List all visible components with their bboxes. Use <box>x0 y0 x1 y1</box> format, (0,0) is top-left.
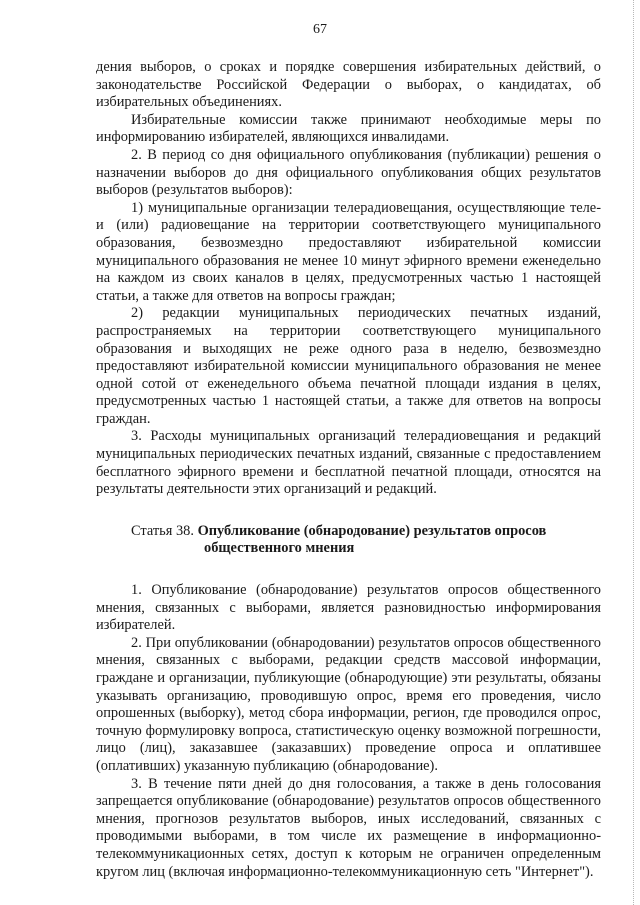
article-38-heading <box>96 523 601 558</box>
page-number: 67 <box>313 22 327 37</box>
paragraph-part2-intro: 2. В период со дня официального опубликования (публикации) решения о назначении выборов до дня официального опубликования общих результатов выборов (результатов выборов): <box>96 146 601 199</box>
paragraph-part2-item1: 1) муниципальные организации телерадиовещания, осуществляющие теле- и (или) радиовещание на территории соответствующего муниципального образования, безвозмездно предоставляют избирательной комиссии муниципального образования не менее 10 минут эфирного времени еженедельно на каждом из своих каналов в целях, предусмотренных частью 1 настоящей статьи, а также для ответов на вопросы граждан; <box>96 199 601 304</box>
paragraph-article38-3: 3. В течение пяти дней до дня голосования, а также в день голосования запрещается опубликование (обнародование) результатов опросов общественного мнения, прогнозов результатов выборов, иных исследований, связанных с проводимыми выборами, в том числе их размещение в информационно-телекоммуникационных сетях, доступ к которым не ограничен определенным кругом лиц (включая информационно-телекоммуникационную сеть "Интернет"). <box>96 775 601 880</box>
article-38-title: Опубликование (обнародование) результатов опросов <box>197 522 547 539</box>
paragraph-article38-2: 2. При опубликовании (обнародовании) результатов опросов общественного мнения, связанных с выборами, редакции средств массовой информации, граждане и организации, публикующие (обнародующие) эти результаты, обязаны указывать организацию, проводившую опрос, время его проведения, число опрошенных (выборку), метод сбора информации, регион, где проводился опрос, точную формулировку вопроса, статистическую оценку возможной погрешности, лицо (лиц), заказавшее (заказавших) проведение опроса и оплатившее (оплативших) указанную публикацию (обнародование). <box>96 634 601 774</box>
scan-edge-line <box>632 0 634 905</box>
paragraph-part3: 3. Расходы муниципальных организаций телерадиовещания и редакций муниципальных периодических печатных изданий, связанные с предоставлением бесплатного эфирного времени и бесплатной печатной площади, относятся на результаты деятельности этих организаций и редакций. <box>96 428 601 498</box>
paragraph-continuation: дения выборов, о сроках и порядке совершения избирательных действий, о законодательстве Российской Федерации о выборах, о кандидатах, об избирательных объединениях. <box>96 59 601 111</box>
paragraph-article38-1: 1. Опубликование (обнародование) результатов опросов общественного мнения, связанных с выборами, является разновидностью информирования избирателей. <box>96 582 601 634</box>
article-38-title-line2: общественного мнения <box>204 540 355 557</box>
paragraph-commissions: Избирательные комиссии также принимают необходимые меры по информированию избирателей, являющихся инвалидами. <box>96 111 601 146</box>
article-38-label: Статья 38. <box>131 522 194 539</box>
paragraph-part2-item2: 2) редакции муниципальных периодических печатных изданий, распространяемых на территории соответствующего муниципального образования и выходящих не реже одного раза в неделю, безвозмездно предоставляют избирательной комиссии муниципального образования не менее одной сотой от еженедельного объема печатной площади издания в целях, предусмотренных частью 1 настоящей статьи, а также для ответов на вопросы граждан. <box>96 305 601 427</box>
document-body <box>96 59 601 881</box>
